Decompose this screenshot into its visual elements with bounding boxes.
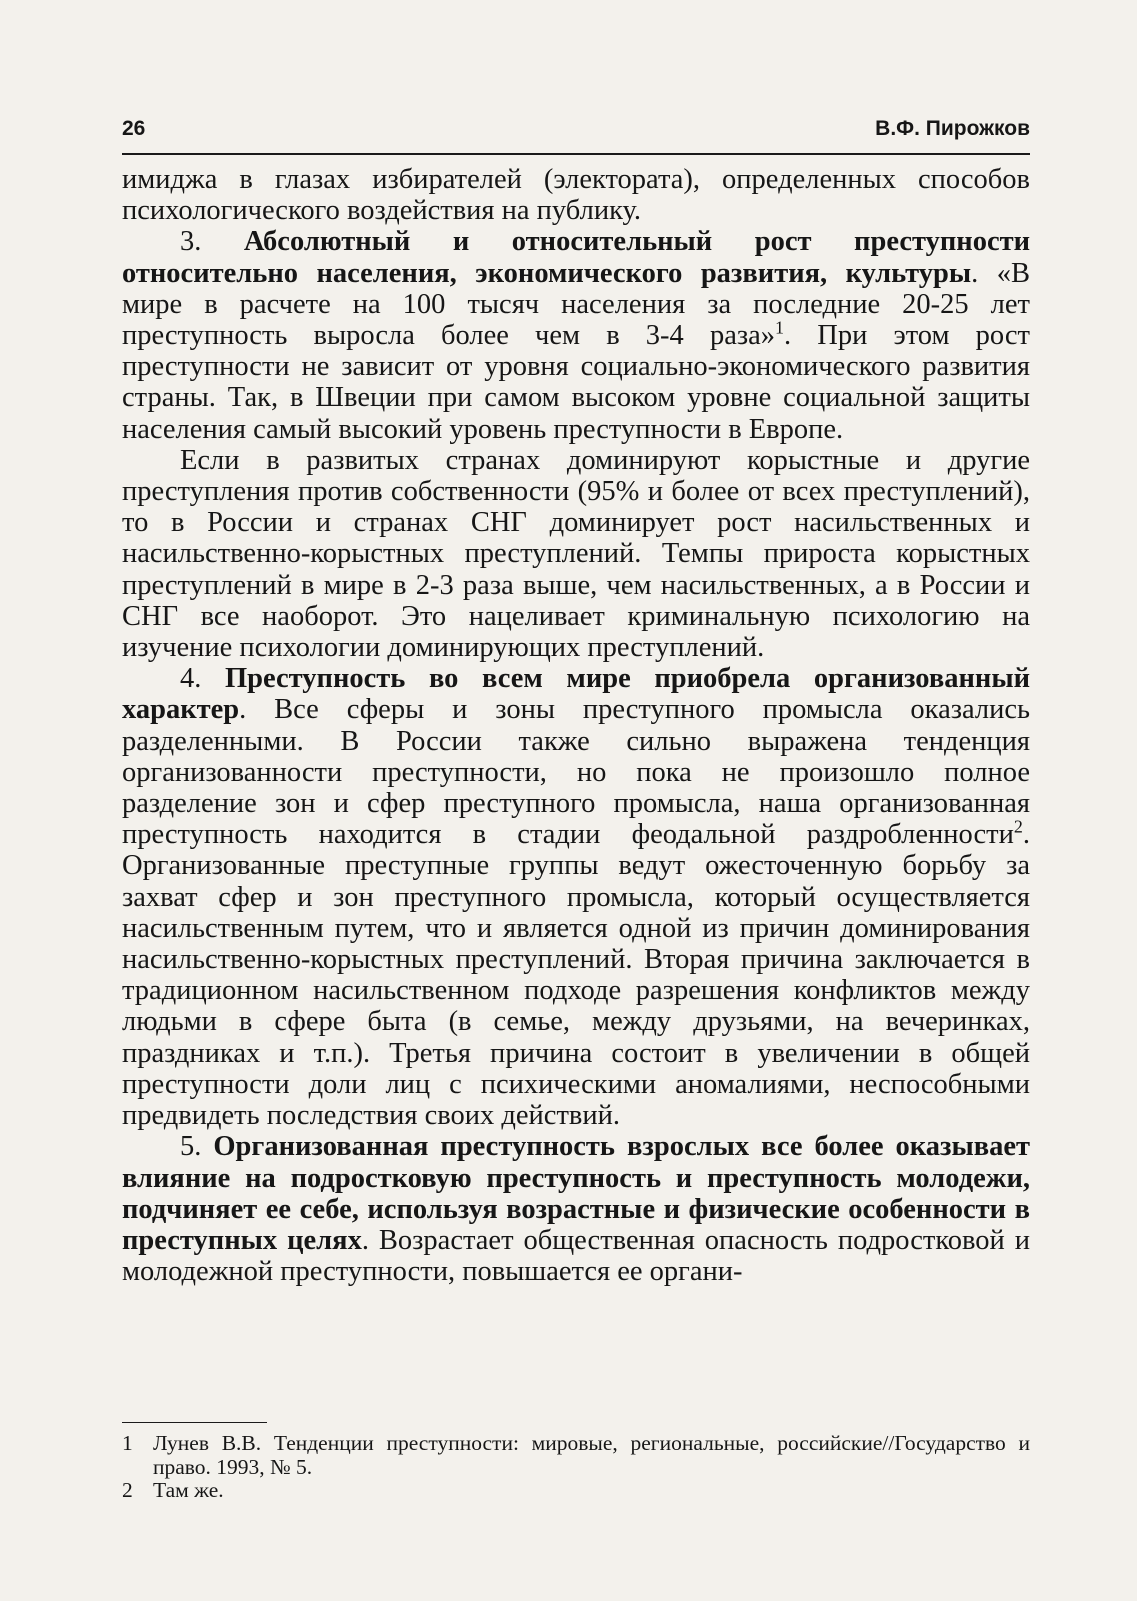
footnote-ref: 1 [775,317,784,338]
item-number: 5. [180,1131,214,1163]
paragraph-continuation: имиджа в глазах избирателей (электората), определенных способов психологического воздействия на публику. [122,164,1030,227]
page-number: 26 [122,117,146,140]
footnote [122,1432,1030,1479]
paragraph-3: 3. Абсолютный и относительный рост преступности относительно населения, экономического развития, культуры. «В мире в расчете на 100 тысяч населения за последние 20-25 лет преступность выросла более чем в 3-4 раза»$^1$. При этом рост преступности не зависит от уровня социально-экономического развития страны. Так, в Швеции при самом высоком уровне социальной защиты населения самый высокий уровень преступности в Европе. [122,226,1031,445]
item-number: 4. [180,663,225,695]
paragraph-5: 5. Организованная преступность взрослых все более оказывает влияние на подростковую преступность и преступность молодежи, подчиняет ее себе, используя возрастные и физические особенности в преступных целях. Возрастает общественная опасность подростковой и молодежной преступности, повышается ее органи- [122,1131,1030,1288]
footnote-text: Лунев В.В. Тенденции преступности: мировые, региональные, российские//Государство и право. 1993, № 5. [153,1431,1030,1479]
item-heading: Преступность во всем мире приобрела организованный характер [122,663,1030,726]
footnote-text: Там же. [153,1478,224,1502]
footnote-divider [122,1422,267,1423]
running-header [122,113,1030,155]
footnote-number: 1 [122,1431,133,1455]
footnote-number: 2 [122,1478,133,1502]
footnotes [122,1432,1030,1503]
footnote-ref: 2 [1013,816,1023,837]
running-header-author: В.Ф. Пирожков [875,117,1030,140]
item-heading: Абсолютный и относительный рост преступности относительно населения, экономического развития, культуры [122,226,1031,289]
item-heading: Организованная преступность взрослых все более оказывает влияние на подростковую преступность и преступность молодежи, подчиняет ее себе, используя возрастные и физические особенности в преступных целях [122,1131,1030,1256]
item-number: 3. [180,226,244,258]
paragraph-plain: Если в развитых странах доминируют корыстные и другие преступления против собственности (95% и более от всех преступлений), то в России и странах СНГ доминирует рост насильственных и насильственно-корыстных преступлений. Темпы прироста корыстных преступлений в мире в 2-3 раза выше, чем насильственных, а в России и СНГ все наоборот. Это нацеливает криминальную психологию на изучение психологии доминирующих преступлений. [122,444,1030,664]
body-text [122,164,1030,1287]
paragraph-4: 4. Преступность во всем мире приобрела организованный характер. Все сферы и зоны преступного промысла оказались разделенными. В России также сильно выражена тенденция организованности преступности, но пока не произошло полное разделение зон и сфер преступного промысла, наша организованная преступность находится в стадии феодальной раздробленности$^2$. Организованные преступные группы ведут ожесточенную борьбу за захват сфер и зон преступного промысла, который осуществляется насильственным путем, что и является одной из причин доминирования насильственно-корыстных преступлений. Вторая причина заключается в традиционном насильственном подходе разрешения конфликтов между людьми в сфере быта (в семье, между друзьями, на вечеринках, праздниках и т.п.). Третья причина состоит в увеличении в общей преступности доли лиц с психическими аномалиями, неспособными предвидеть последствия своих действий. [122,663,1030,1132]
footnote [122,1479,1030,1503]
